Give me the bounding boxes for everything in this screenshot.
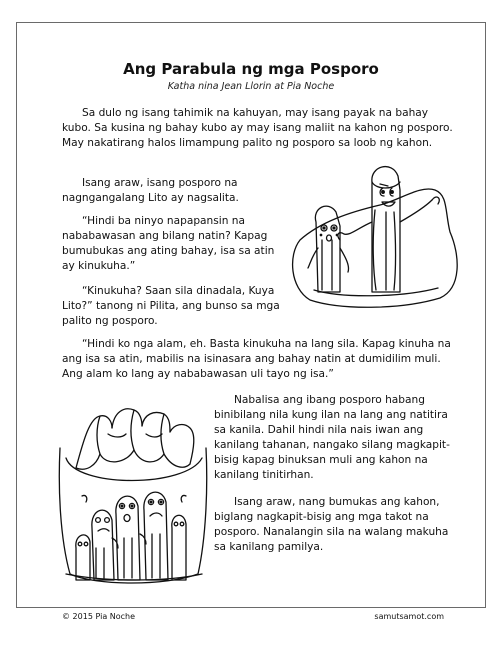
paragraph-5: “Hindi ko nga alam, eh. Basta kinukuha na lang sila. Kapag kinuha na ang isa sa atin, mabilis na isinasara ang bahay natin at dumidilim muli. Ang alam ko lang ay nababawasan uli tayo ng isa.”	[62, 338, 451, 380]
paragraph-3: “Hindi ba ninyo napapansin na nababawasan ang bilang natin? Kapag bumubukas ang ating bahay, isa sa atin ay kinukuha.”	[62, 215, 275, 272]
two-matchsticks-talking-illustration	[280, 160, 465, 310]
paragraph-7: Isang araw, nang bumukas ang kahon, biglang nagkapit-bisig ang mga takot na posporo. Nanalangin sila na walang makuha sa kanilang pamilya.	[214, 496, 449, 553]
footer-copyright: © 2015 Pia Noche	[62, 612, 136, 621]
paragraph-6: Nabalisa ang ibang posporo habang binibilang nila kung ilan na lang ang natitira sa kanila. Dahil hindi nila nais iwan ang kanilang tahanan, nangako silang magkapit-bisig kapag binuksan muli ang kahon na kanilang tinitirhan.	[214, 394, 450, 481]
story-title: Ang Parabula ng mga Posporo	[123, 60, 379, 78]
hand-reaching-scared-matchsticks-illustration	[56, 398, 211, 588]
paragraph-1: Sa dulo ng isang tahimik na kahuyan, may isang payak na bahay kubo. Sa kusina ng bahay kubo ay may isang maliit na kahon ng posporo. May nakatirang halos limampung palito ng posporo sa loob ng kahon.	[62, 107, 453, 149]
paragraph-2: Isang araw, isang posporo na nagngangalang Lito ay nagsalita.	[62, 177, 239, 204]
footer-website[interactable]: samutsamot.com	[374, 612, 444, 621]
paragraph-4: “Kinukuha? Saan sila dinadala, Kuya Lito?” tanong ni Pilita, ang bunso sa mga palito ng posporo.	[62, 285, 280, 327]
story-byline: Katha nina Jean Llorin at Pia Noche	[167, 81, 335, 92]
